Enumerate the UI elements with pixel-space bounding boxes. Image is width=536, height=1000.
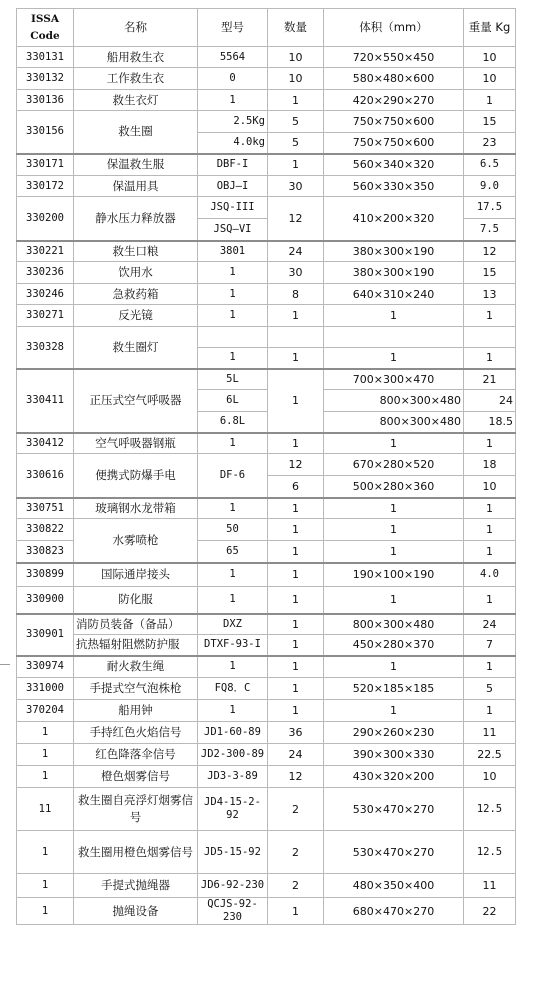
header-weight: 重量 Kg: [464, 9, 516, 47]
cell-weight-empty: [464, 327, 516, 348]
cell-volume: 1: [324, 700, 464, 722]
table-row: [17, 722, 516, 744]
cell-weight: 1: [464, 541, 516, 563]
table-row: [17, 369, 516, 390]
cell-code: 1: [17, 722, 74, 744]
cell-model: JSQ—VI: [198, 219, 268, 241]
cell-volume: 450×280×370: [324, 635, 464, 656]
cell-volume: 190×100×190: [324, 563, 464, 587]
cell-weight: 1: [464, 519, 516, 541]
cell-qty: 1: [268, 898, 324, 925]
cell-name: 救生圈自亮浮灯烟雾信号: [74, 788, 198, 831]
table-row: [17, 111, 516, 133]
cell-code: 330616: [17, 454, 74, 498]
cell-weight: 10: [464, 47, 516, 68]
cell-model: 1: [198, 348, 268, 369]
cell-code: 330901: [17, 614, 74, 656]
cell-name: 手提式空气泡株枪: [74, 678, 198, 700]
cell-weight: 18: [464, 454, 516, 476]
cell-code: 331000: [17, 678, 74, 700]
header-name: 名称: [74, 9, 198, 47]
cell-model: 1: [198, 262, 268, 284]
cell-weight: 5: [464, 678, 516, 700]
cell-weight: 1: [464, 498, 516, 519]
cell-volume: 1: [324, 498, 464, 519]
cell-weight: 18.5: [464, 412, 516, 433]
cell-volume: 1: [324, 305, 464, 327]
cell-name: 消防员装备（备品）: [74, 614, 198, 635]
cell-volume: 430×320×200: [324, 766, 464, 788]
cell-weight: 7.5: [464, 219, 516, 241]
cell-code: 1: [17, 898, 74, 925]
cell-name: 手提式抛绳器: [74, 874, 198, 898]
cell-model: 3801: [198, 241, 268, 262]
cell-weight: 1: [464, 90, 516, 111]
cell-code: 330171: [17, 154, 74, 176]
cell-volume: 410×200×320: [324, 197, 464, 241]
cell-model: 50: [198, 519, 268, 541]
cell-volume: 1: [324, 348, 464, 369]
cell-weight: 13: [464, 284, 516, 305]
cell-weight: 12.5: [464, 831, 516, 874]
header-issa-code: ISSA Code: [17, 9, 74, 47]
cell-weight: 12.5: [464, 788, 516, 831]
cell-qty: 1: [268, 635, 324, 656]
table-header-row: [17, 9, 516, 47]
cell-code: 330221: [17, 241, 74, 262]
cell-weight: 6.5: [464, 154, 516, 176]
cell-model: JSQ-III: [198, 197, 268, 219]
table-row: [17, 656, 516, 678]
cell-qty: 5: [268, 133, 324, 154]
cell-model: 1: [198, 305, 268, 327]
cell-name: 饮用水: [74, 262, 198, 284]
cell-name: 红色降落伞信号: [74, 744, 198, 766]
cell-model: DTXF-93-I: [198, 635, 268, 656]
cell-weight: 21: [464, 369, 516, 390]
cell-weight: 9.0: [464, 176, 516, 197]
cell-name: 便携式防爆手电: [74, 454, 198, 498]
cell-volume: 420×290×270: [324, 90, 464, 111]
cell-name: 正压式空气呼吸器: [74, 369, 198, 433]
cell-volume: 1: [324, 587, 464, 614]
cell-volume: 800×300×480: [324, 412, 464, 433]
cell-qty: 24: [268, 744, 324, 766]
cell-weight: 24: [464, 390, 516, 412]
cell-qty: 1: [268, 154, 324, 176]
cell-volume: 520×185×185: [324, 678, 464, 700]
cell-qty: 1: [268, 563, 324, 587]
cell-qty: 36: [268, 722, 324, 744]
cell-qty: 1: [268, 305, 324, 327]
cell-volume: 290×260×230: [324, 722, 464, 744]
cell-name: 救生衣灯: [74, 90, 198, 111]
cell-volume-empty: [324, 327, 464, 348]
cell-code: 330200: [17, 197, 74, 241]
cell-model: JD1-60-89: [198, 722, 268, 744]
table-row: [17, 327, 516, 348]
cell-code: 370204: [17, 700, 74, 722]
cell-weight: 15: [464, 262, 516, 284]
cell-code: 330132: [17, 68, 74, 90]
cell-volume: 1: [324, 541, 464, 563]
table-row: [17, 587, 516, 614]
cell-volume: 530×470×270: [324, 831, 464, 874]
cell-code: 1: [17, 831, 74, 874]
cell-model: JD6-92-230: [198, 874, 268, 898]
cell-volume: 480×350×400: [324, 874, 464, 898]
cell-volume: 680×470×270: [324, 898, 464, 925]
equipment-table: [16, 8, 516, 925]
cell-qty: 12: [268, 197, 324, 241]
cell-qty: 1: [268, 519, 324, 541]
table-row: [17, 678, 516, 700]
cell-model: 6L: [198, 390, 268, 412]
table-row: [17, 262, 516, 284]
cell-qty: 1: [268, 587, 324, 614]
cell-qty: 30: [268, 262, 324, 284]
cell-volume: 800×300×480: [324, 614, 464, 635]
cell-model: JD5-15-92: [198, 831, 268, 874]
cell-model: QCJS-92-230: [198, 898, 268, 925]
cell-volume: 700×300×470: [324, 369, 464, 390]
cell-code: 330328: [17, 327, 74, 369]
cell-model: 6.8L: [198, 412, 268, 433]
cell-weight: 1: [464, 656, 516, 678]
table-row: [17, 241, 516, 262]
cell-model: 1: [198, 587, 268, 614]
cell-name: 国际通岸接头: [74, 563, 198, 587]
cell-model: 4.0kg: [198, 133, 268, 154]
cell-volume: 1: [324, 519, 464, 541]
cell-name: 保温用具: [74, 176, 198, 197]
cell-model-empty: [198, 327, 268, 348]
header-volume: 体积（mm）: [324, 9, 464, 47]
cell-code: 330900: [17, 587, 74, 614]
table-row: [17, 68, 516, 90]
cell-weight: 11: [464, 722, 516, 744]
cell-model: 65: [198, 541, 268, 563]
cell-model: 1: [198, 563, 268, 587]
cell-name: 船用钟: [74, 700, 198, 722]
cell-qty: 2: [268, 831, 324, 874]
cell-volume: 560×340×320: [324, 154, 464, 176]
cell-weight: 1: [464, 433, 516, 454]
table-row: [17, 154, 516, 176]
cell-model: DF-6: [198, 454, 268, 498]
cell-weight: 22: [464, 898, 516, 925]
table-row: [17, 519, 516, 541]
cell-volume: 750×750×600: [324, 133, 464, 154]
cell-weight: 1: [464, 348, 516, 369]
table-row: [17, 305, 516, 327]
cell-name: 耐火救生绳: [74, 656, 198, 678]
cell-volume: 1: [324, 433, 464, 454]
cell-name: 空气呼吸器钢瓶: [74, 433, 198, 454]
cell-volume: 750×750×600: [324, 111, 464, 133]
table-row: [17, 454, 516, 476]
cell-code: 330899: [17, 563, 74, 587]
cell-weight: 4.0: [464, 563, 516, 587]
cell-name: 救生圈灯: [74, 327, 198, 369]
table-row: [17, 766, 516, 788]
cell-qty: 1: [268, 369, 324, 433]
cell-qty: 10: [268, 68, 324, 90]
table-row: [17, 563, 516, 587]
cell-model: 1: [198, 433, 268, 454]
cell-weight: 10: [464, 766, 516, 788]
cell-volume: 380×300×190: [324, 262, 464, 284]
cell-qty: 1: [268, 433, 324, 454]
cell-qty: 1: [268, 656, 324, 678]
cell-code: 330974: [17, 656, 74, 678]
cell-model: JD4-15-2-92: [198, 788, 268, 831]
cell-name: 船用救生衣: [74, 47, 198, 68]
cell-weight: 1: [464, 587, 516, 614]
cell-code: 330136: [17, 90, 74, 111]
cell-weight: 24: [464, 614, 516, 635]
cell-weight: 22.5: [464, 744, 516, 766]
cell-name: 手持红色火焰信号: [74, 722, 198, 744]
cell-code: 330823: [17, 541, 74, 563]
cell-model: OBJ—I: [198, 176, 268, 197]
cell-code: 1: [17, 744, 74, 766]
cell-qty: 30: [268, 176, 324, 197]
cell-qty: 24: [268, 241, 324, 262]
table-row: [17, 284, 516, 305]
cell-qty: 8: [268, 284, 324, 305]
cell-code: 330236: [17, 262, 74, 284]
cell-qty-empty: [268, 327, 324, 348]
cell-volume: 380×300×190: [324, 241, 464, 262]
cell-name: 救生口粮: [74, 241, 198, 262]
table-row: [17, 874, 516, 898]
cell-volume: 390×300×330: [324, 744, 464, 766]
cell-code: 330131: [17, 47, 74, 68]
cell-model: DBF-I: [198, 154, 268, 176]
header-quantity: 数量: [268, 9, 324, 47]
cell-model: FQ8．C: [198, 678, 268, 700]
cell-code: 330246: [17, 284, 74, 305]
cell-code: 330412: [17, 433, 74, 454]
cell-qty: 1: [268, 678, 324, 700]
cell-model: JD3-3-89: [198, 766, 268, 788]
cell-weight: 12: [464, 241, 516, 262]
cell-model: 1: [198, 498, 268, 519]
cell-volume: 580×480×600: [324, 68, 464, 90]
table-row: [17, 700, 516, 722]
cell-name: 防化服: [74, 587, 198, 614]
margin-tick-mark: [0, 664, 10, 665]
cell-weight: 10: [464, 68, 516, 90]
cell-weight: 7: [464, 635, 516, 656]
cell-model: JD2-300-89: [198, 744, 268, 766]
equipment-table-container: [16, 8, 515, 925]
cell-name: 水雾喷枪: [74, 519, 198, 563]
cell-qty: 1: [268, 348, 324, 369]
cell-weight: 15: [464, 111, 516, 133]
cell-qty: 1: [268, 541, 324, 563]
cell-weight: 23: [464, 133, 516, 154]
cell-qty: 1: [268, 498, 324, 519]
cell-qty: 5: [268, 111, 324, 133]
table-row: [17, 47, 516, 68]
cell-volume: 1: [324, 656, 464, 678]
cell-name: 急救药箱: [74, 284, 198, 305]
cell-volume: 640×310×240: [324, 284, 464, 305]
cell-code: 11: [17, 788, 74, 831]
cell-qty: 1: [268, 90, 324, 111]
cell-volume: 530×470×270: [324, 788, 464, 831]
cell-qty: 2: [268, 788, 324, 831]
cell-name: 救生圈用橙色烟雾信号: [74, 831, 198, 874]
cell-code: 330751: [17, 498, 74, 519]
cell-weight: 11: [464, 874, 516, 898]
table-row: [17, 898, 516, 925]
table-row: [17, 176, 516, 197]
cell-volume: 560×330×350: [324, 176, 464, 197]
cell-qty: 12: [268, 766, 324, 788]
cell-name: 反光镜: [74, 305, 198, 327]
table-row: [17, 614, 516, 635]
cell-weight: 1: [464, 305, 516, 327]
cell-name: 救生圈: [74, 111, 198, 154]
cell-model: 5L: [198, 369, 268, 390]
table-subrow: [17, 635, 516, 656]
cell-name: 工作救生衣: [74, 68, 198, 90]
cell-name: 抛绳设备: [74, 898, 198, 925]
cell-code: 330172: [17, 176, 74, 197]
cell-model: 2.5Kg: [198, 111, 268, 133]
cell-weight: 17.5: [464, 197, 516, 219]
cell-qty: 1: [268, 700, 324, 722]
cell-code: 330411: [17, 369, 74, 433]
cell-name: 抗热辐射阻燃防护服: [74, 635, 198, 656]
header-model: 型号: [198, 9, 268, 47]
table-row: [17, 197, 516, 219]
cell-model: 5564: [198, 47, 268, 68]
cell-name: 橙色烟雾信号: [74, 766, 198, 788]
cell-qty: 1: [268, 614, 324, 635]
cell-qty: 6: [268, 476, 324, 498]
cell-name: 静水压力释放器: [74, 197, 198, 241]
cell-model: 1: [198, 656, 268, 678]
cell-qty: 2: [268, 874, 324, 898]
cell-model: DXZ: [198, 614, 268, 635]
cell-model: 1: [198, 700, 268, 722]
cell-name: 保温救生服: [74, 154, 198, 176]
cell-volume: 720×550×450: [324, 47, 464, 68]
cell-model: 0: [198, 68, 268, 90]
cell-volume: 800×300×480: [324, 390, 464, 412]
table-row: [17, 90, 516, 111]
cell-volume: 670×280×520: [324, 454, 464, 476]
cell-code: 1: [17, 766, 74, 788]
cell-code: 330822: [17, 519, 74, 541]
table-row: [17, 744, 516, 766]
cell-weight: 1: [464, 700, 516, 722]
cell-code: 1: [17, 874, 74, 898]
cell-volume: 500×280×360: [324, 476, 464, 498]
cell-qty: 12: [268, 454, 324, 476]
table-row: [17, 498, 516, 519]
cell-code: 330156: [17, 111, 74, 154]
cell-code: 330271: [17, 305, 74, 327]
table-row: [17, 831, 516, 874]
cell-qty: 10: [268, 47, 324, 68]
cell-name: 玻璃钢水龙带箱: [74, 498, 198, 519]
cell-model: 1: [198, 90, 268, 111]
cell-model: 1: [198, 284, 268, 305]
cell-weight: 10: [464, 476, 516, 498]
table-row: [17, 433, 516, 454]
table-row: [17, 788, 516, 831]
